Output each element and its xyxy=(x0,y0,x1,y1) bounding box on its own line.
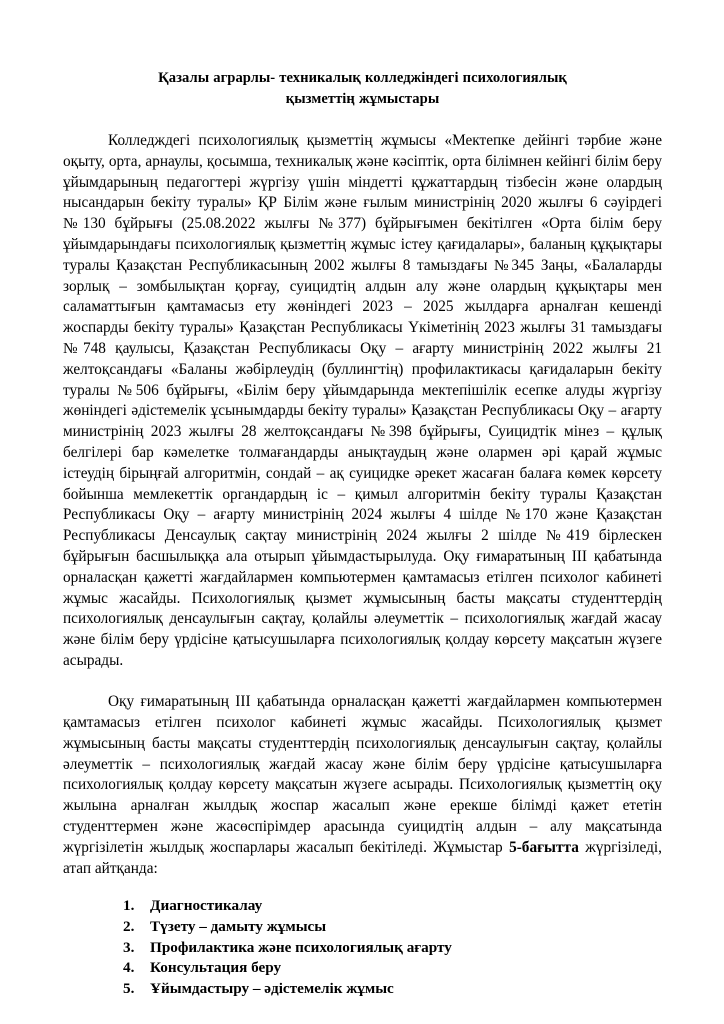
list-item-number: 5. xyxy=(123,979,135,997)
list-item xyxy=(63,938,662,959)
list-item xyxy=(63,958,662,979)
list-item-label: Консультация беру xyxy=(150,959,282,977)
page-title-line-2: қызметтің жұмыстары xyxy=(285,90,440,107)
list-item-number: 2. xyxy=(123,917,135,935)
list-item-label: Түзету – дамыту жұмысы xyxy=(150,917,327,935)
list-item-label: Профилактика және психологиялық ағарту xyxy=(150,938,452,956)
task-list xyxy=(63,879,662,999)
list-item xyxy=(63,917,662,938)
list-item xyxy=(63,896,662,917)
page-title xyxy=(63,0,662,109)
list-item-number: 4. xyxy=(123,959,135,977)
list-item-label: Диагностикалау xyxy=(150,897,263,915)
list-item xyxy=(63,979,662,1000)
list-item-label: Ұйымдастыру – әдістемелік жұмыс xyxy=(150,979,394,997)
body-paragraph-2 xyxy=(63,692,662,879)
body-paragraph-2-part-2: жүргізіледі, атап айтқанда: xyxy=(63,838,662,877)
document-content xyxy=(63,0,662,999)
list-item-number: 3. xyxy=(123,938,135,956)
list-item-number: 1. xyxy=(123,897,135,915)
body-paragraph-1: Колледждегі психологиялық қызметтің жұмысы «Мектепке дейінгі тәрбие және оқыту, орта, арнаулы, қосымша, техникалық және кәсіптік, орта білімнен кейінгі білім беру ұйымдарының педагогтері жүргізу үшін міндетті құжаттардың тізбесін және олардың нысандарын бекіту туралы» ҚР Білім және ғылым министрінің 2020 жылғы 6 сәуірдегі №130 бұйрығы (25.08.2022 жылғы №377) бұйрығымен бекітілген «Орта білім беру ұйымдарындағы психологиялық қызметтің жұмыс істеу қағидалары», баланың құқықтары туралы Қазақстан Республикасының 2002 жылғы 8 тамыздағы №345 Заңы, «Балаларды зорлық – зомбылықтан қорғау, суицидтің алдын алу және олардың құқықтары мен саламаттығын қамтамасыз ету жөніндегі 2023 – 2025 жылдарға арналған кешенді жоспарды бекіту туралы» Қазақстан Республикасы Үкіметінің 2023 жылғы 31 тамыздағы №748 қаулысы, Қазақстан Республикасы Оқу – ағарту министрінің 2022 жылғы 21 желтоқсандағы «Баланы жәбірлеудің (буллингтің) профилактикасы қағидаларын бекіту туралы №506 бұйрығы, «Білім беру ұйымдарында мектепішілік есепке алуды жүргізу жөніндегі әдістемелік ұсынымдарды бекіту туралы» Қазақстан Республикасы Оқу – ағарту министрінің 2023 жылғы 28 желтоқсандағы №398 бұйрығы, Суицидтік мінез – құлық белгілері бар кәмелетке толмағандарды анықтаудың және олармен әрі қарай жұмыс істеудің бірыңғай алгоритмін, сондай – ақ суицидке әрекет жасаған балаға көмек көрсету бойынша мемлекеттік органдардың іс – қимыл алгоритмін бекіту туралы Қазақстан Республикасы Оқу – ағарту министрінің 2024 жылғы 4 шілде №170 және Қазақстан Республикасы Денсаулық сақтау министрінің 2024 жылғы 2 шілде №419 бірлескен бұйрығын басшылыққа ала отырып ұйымдастырылуда. Оқу ғимаратының ІІІ қабатында орналасқан қажетті жағдайлармен компьютермен қамтамасыз етілген психолог кабинеті жұмыс жасайды. Психологиялық қызмет жұмысының басты мақсаты студенттердің психологиялық денсаулығын сақтау, қолайлы әлеуметтік – психологиялық жағдай жасау және білім беру үрдісіне қатысушыларға психологиялық қолдау көрсету мақсатын жүзеге асырады. xyxy=(63,132,662,669)
body-paragraph-2-part-1: Оқу ғимаратының ІІІ қабатында орналасқан қажетті жағдайлармен компьютермен қамтамасыз етілген психолог кабинеті жұмыс жасайды. Психологиялық қызмет жұмысының басты мақсаты студенттердің психологиялық денсаулығын сақтау, қолайлы әлеуметтік – психологиялық жағдай жасау және білім беру үрдісіне қатысушыларға психологиялық қолдау көрсету мақсатын жүзеге асырады. Психологиялық қызметтің оқу жылына арналған жылдық жоспар жасалып және ерекше білімді қажет ететін студенттермен және жасөспірімдер арасында суицидтің алдын – алу мақсатында жүргізілетін жылдық жоспарлары жасалып бекітіледі. Жұмыстар xyxy=(63,693,662,856)
body-paragraph-2-emphasis: 5-бағытта xyxy=(509,838,579,856)
page-title-line-1: Қазалы аграрлы- техникалық колледжіндегі психологиялық xyxy=(158,70,567,86)
